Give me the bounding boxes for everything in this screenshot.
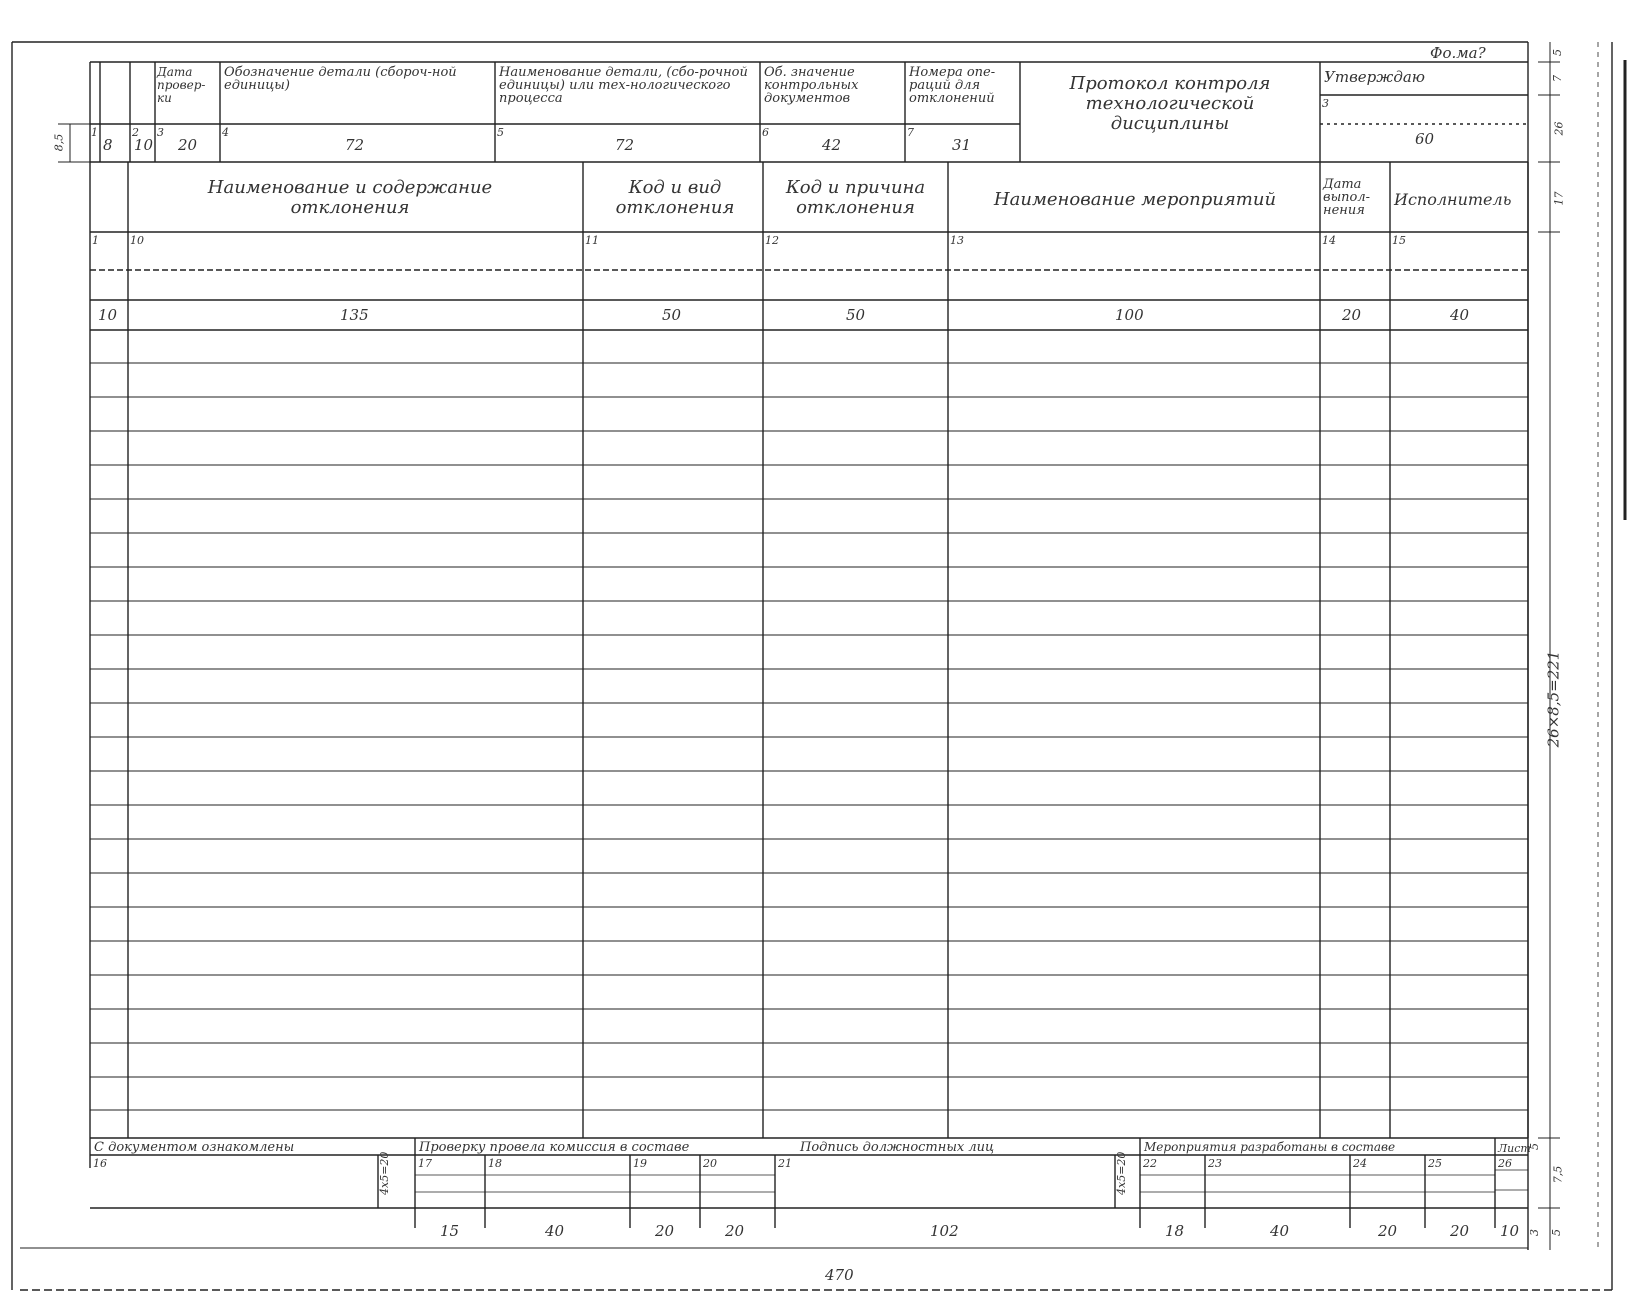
footer-num-22: 22 [1143,1157,1157,1170]
col-num-10: 10 [130,234,144,247]
header-width-5: 72 [615,136,635,154]
col-num-15: 15 [1392,234,1406,247]
footer-num-17: 17 [418,1157,432,1170]
footer-num-19: 19 [633,1157,647,1170]
form-title: Протокол контроля технологической дисциплины [1069,73,1271,134]
col-deviation-content: Наименование и содержание отклонения [207,177,493,218]
footer-num-18: 18 [488,1157,502,1170]
col-width-50a: 50 [662,306,682,324]
col-width-20: 20 [1342,306,1362,324]
footer-sheet: Лист [1498,1142,1531,1155]
footer-total-width: 470 [825,1266,854,1284]
right-dim-foot-5: 5 [1528,1143,1541,1150]
header-num-1: 1 [91,126,98,139]
footer-commission: Проверку провела комиссия в составе [419,1140,690,1155]
footer-width-10: 10 [1500,1222,1520,1240]
footer-num-16: 16 [93,1157,107,1170]
col-measures: Наименование мероприятий [993,189,1277,210]
right-dim-foot-3: 3 [1528,1229,1541,1236]
col-num-1: 1 [92,234,99,247]
footer-width-20b: 20 [725,1222,745,1240]
header-part-name-label: Наименование детали, (сбо-рочной единицы) или тех-нологического процесса [499,65,748,106]
right-dim-5: 5 [1551,49,1564,56]
header-num-6: 6 [762,126,769,139]
footer-num-23: 23 [1208,1157,1222,1170]
footer-width-20c: 20 [1378,1222,1398,1240]
col-date-done: Дата выпол-нения [1323,177,1371,218]
right-dim-17: 17 [1552,191,1566,206]
col-num-14: 14 [1322,234,1336,247]
footer-width-40b: 40 [1270,1222,1290,1240]
footer-width-102: 102 [930,1222,959,1240]
header-part-designation-label: Обозначение детали (сбороч-ной единицы) [224,65,457,93]
col-num-12: 12 [765,234,779,247]
header-num-4: 4 [222,126,229,139]
footer-signatures: Подпись должностных лиц [800,1140,995,1155]
right-dim-foot-5b: 5 [1550,1229,1563,1236]
footer-width-18: 18 [1165,1222,1185,1240]
approve-label: Утверждаю [1324,68,1425,86]
left-dim: 8,5 [52,133,66,152]
footer-num-26: 26 [1498,1157,1512,1170]
footer-num-24: 24 [1353,1157,1367,1170]
header-date-label: Дата провер-ки [157,65,206,105]
header-width-2: 10 [134,136,154,154]
form-number-label: Фо.ма? [1430,44,1486,62]
col-num-11: 11 [585,234,599,247]
right-dim-body: 26×8,5=221 [1544,650,1563,748]
header-num-7: 7 [907,126,914,139]
footer-width-20a: 20 [655,1222,675,1240]
right-dim-foot-75: 7,5 [1551,1165,1565,1184]
footer-width-15: 15 [440,1222,460,1240]
header-num-3: 3 [157,126,164,139]
col-width-10: 10 [98,306,118,324]
header-control-docs-label: Об. значение контрольных документов [764,65,859,106]
header-operations-label: Номера опе-раций для отклонений [909,65,996,106]
col-executor: Исполнитель [1394,190,1512,209]
footer-side-dim-2: 4х5=20 [1115,1151,1128,1195]
header-num-5: 5 [497,126,504,139]
footer-width-40a: 40 [545,1222,565,1240]
footer-num-20: 20 [703,1157,717,1170]
col-deviation-code-reason: Код и причина отклонения [785,177,926,218]
header-width-6: 42 [822,136,842,154]
footer-num-21: 21 [778,1157,792,1170]
footer-width-20d: 20 [1450,1222,1470,1240]
footer-measures-developed: Мероприятия разработаны в составе [1144,1140,1396,1154]
header-width-3: 20 [178,136,198,154]
approve-width: 60 [1415,130,1435,148]
col-num-13: 13 [950,234,964,247]
header-width-7: 31 [952,136,972,154]
approve-num: 3 [1322,97,1329,110]
header-width-4: 72 [345,136,365,154]
footer-num-25: 25 [1428,1157,1442,1170]
col-width-50b: 50 [846,306,866,324]
col-width-100: 100 [1115,306,1144,324]
footer-side-dim-1: 4х5=20 [378,1151,391,1195]
col-deviation-code-type: Код и вид отклонения [615,177,735,218]
header-width-1: 8 [103,136,113,154]
col-width-40: 40 [1450,306,1470,324]
footer-acquainted: С документом ознакомлены [94,1140,295,1155]
right-dim-26: 26 [1552,121,1566,136]
header-num-2: 2 [132,126,139,139]
right-dim-7: 7 [1551,75,1564,82]
col-width-135: 135 [340,306,369,324]
